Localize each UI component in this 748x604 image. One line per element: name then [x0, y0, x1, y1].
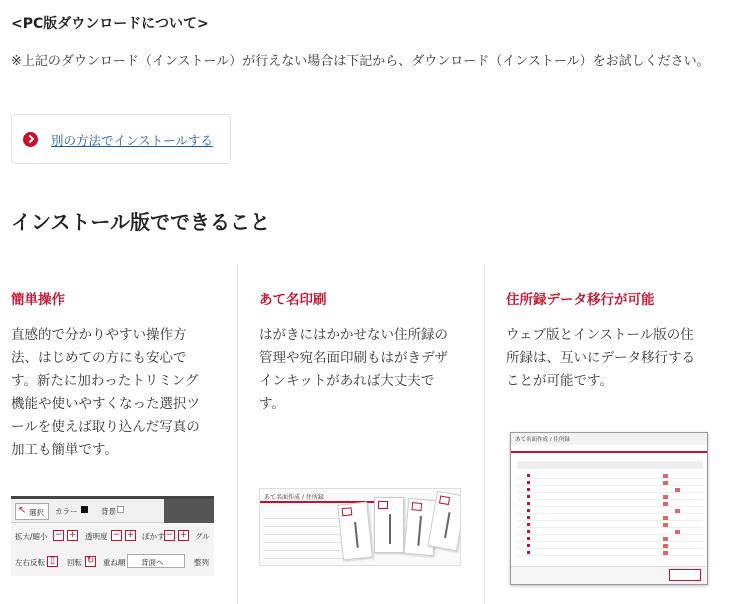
print-button-preview — [669, 569, 701, 581]
group-tool-label: グル — [195, 532, 210, 541]
zoom-tool-label: 拡大/縮小 — [15, 532, 48, 541]
table-row — [517, 515, 703, 521]
stamp-icon — [342, 507, 353, 516]
table-row — [517, 543, 703, 549]
overlap-tool-label: 重ね順 — [103, 558, 126, 567]
screenshot-title: あて名面作成 / 住所録 — [260, 489, 380, 503]
align-tool-label: 整列 — [194, 558, 209, 567]
alt-install-link[interactable]: 別の方法でインストールする — [51, 133, 213, 148]
minus-icon: − — [112, 530, 121, 540]
chevron-right-icon — [23, 132, 38, 147]
feature-easy-operation — [0, 264, 247, 604]
table-row — [517, 522, 703, 528]
opacity-tool-label: 透明度 — [85, 532, 108, 541]
feature-address-printing — [237, 264, 484, 604]
address-text-line — [444, 512, 450, 538]
stamp-icon — [378, 501, 388, 509]
send-back-label: 背面へ — [141, 558, 164, 567]
feature-description: はがきにはかかせない住所録の管理や宛名面印刷もはがきデザインキットがあれば大丈夫です。 — [259, 327, 448, 412]
feature-address-migration — [484, 264, 731, 604]
select-tool-label: 選択 — [29, 508, 44, 517]
address-text-line — [417, 516, 422, 546]
flip-icon: ▯ — [47, 556, 58, 567]
feature-title: 住所録データ移行が可能 — [506, 292, 655, 308]
table-row — [517, 536, 703, 542]
minus-icon: − — [165, 530, 174, 540]
plus-icon: + — [126, 530, 135, 540]
table-row — [517, 501, 703, 507]
install-features-heading: インストール版でできること — [11, 210, 270, 234]
postcard-preview — [337, 502, 373, 561]
download-note: ※上記のダウンロード（インストール）が行えない場合は下記から、ダウンロード（インストール）をお試しください。 — [11, 54, 710, 69]
color-swatch — [81, 506, 88, 513]
table-row — [517, 550, 703, 556]
stamp-icon — [439, 495, 450, 505]
alt-install-box[interactable] — [11, 114, 231, 164]
screenshot-footer — [511, 566, 707, 584]
table-row — [517, 508, 703, 514]
table-row — [517, 473, 703, 479]
feature-title: あて名印刷 — [259, 292, 327, 308]
flip-tool-label: 左右反転 — [15, 558, 45, 567]
color-tool-label: カラー — [55, 507, 78, 516]
address-book-screenshot — [510, 432, 708, 585]
plus-icon: + — [68, 530, 77, 540]
rotate-icon: ↻ — [86, 556, 95, 566]
pc-download-heading: <PC版ダウンロードについて> — [11, 16, 209, 32]
screenshot-title: あて名面作成 / 住所録 — [511, 433, 707, 445]
toolbar-screenshot — [11, 496, 214, 576]
feature-description: 直感的で分かりやすい操作方法、はじめての方にも安心です。新たに加わったトリミング機能や使いやすくなった選択ツールを使えば取り込んだ写真の加工も簡単です。 — [11, 327, 200, 458]
blur-tool-label: ぼかす — [142, 532, 165, 541]
postcard-preview — [374, 497, 404, 553]
feature-description: ウェブ版とインストール版の住所録は、互いにデータ移行することが可能です。 — [506, 327, 695, 389]
cursor-icon: ↖ — [18, 505, 27, 516]
table-row — [517, 487, 703, 493]
table-row — [517, 480, 703, 486]
dark-tool-panel — [164, 499, 214, 523]
screenshot-menubar — [511, 445, 707, 453]
table-header — [517, 461, 703, 469]
table-row — [517, 529, 703, 535]
plus-icon: + — [179, 530, 188, 540]
minus-icon: − — [54, 530, 63, 540]
background-swatch — [117, 506, 124, 513]
address-text-line — [389, 514, 391, 544]
rotate-tool-label: 回転 — [67, 558, 82, 567]
address-text-line — [354, 522, 359, 548]
address-print-screenshot — [259, 488, 461, 566]
stamp-icon — [411, 502, 422, 511]
background-tool-label: 背景 — [101, 507, 116, 516]
table-row — [517, 494, 703, 500]
feature-title: 簡単操作 — [11, 292, 65, 308]
